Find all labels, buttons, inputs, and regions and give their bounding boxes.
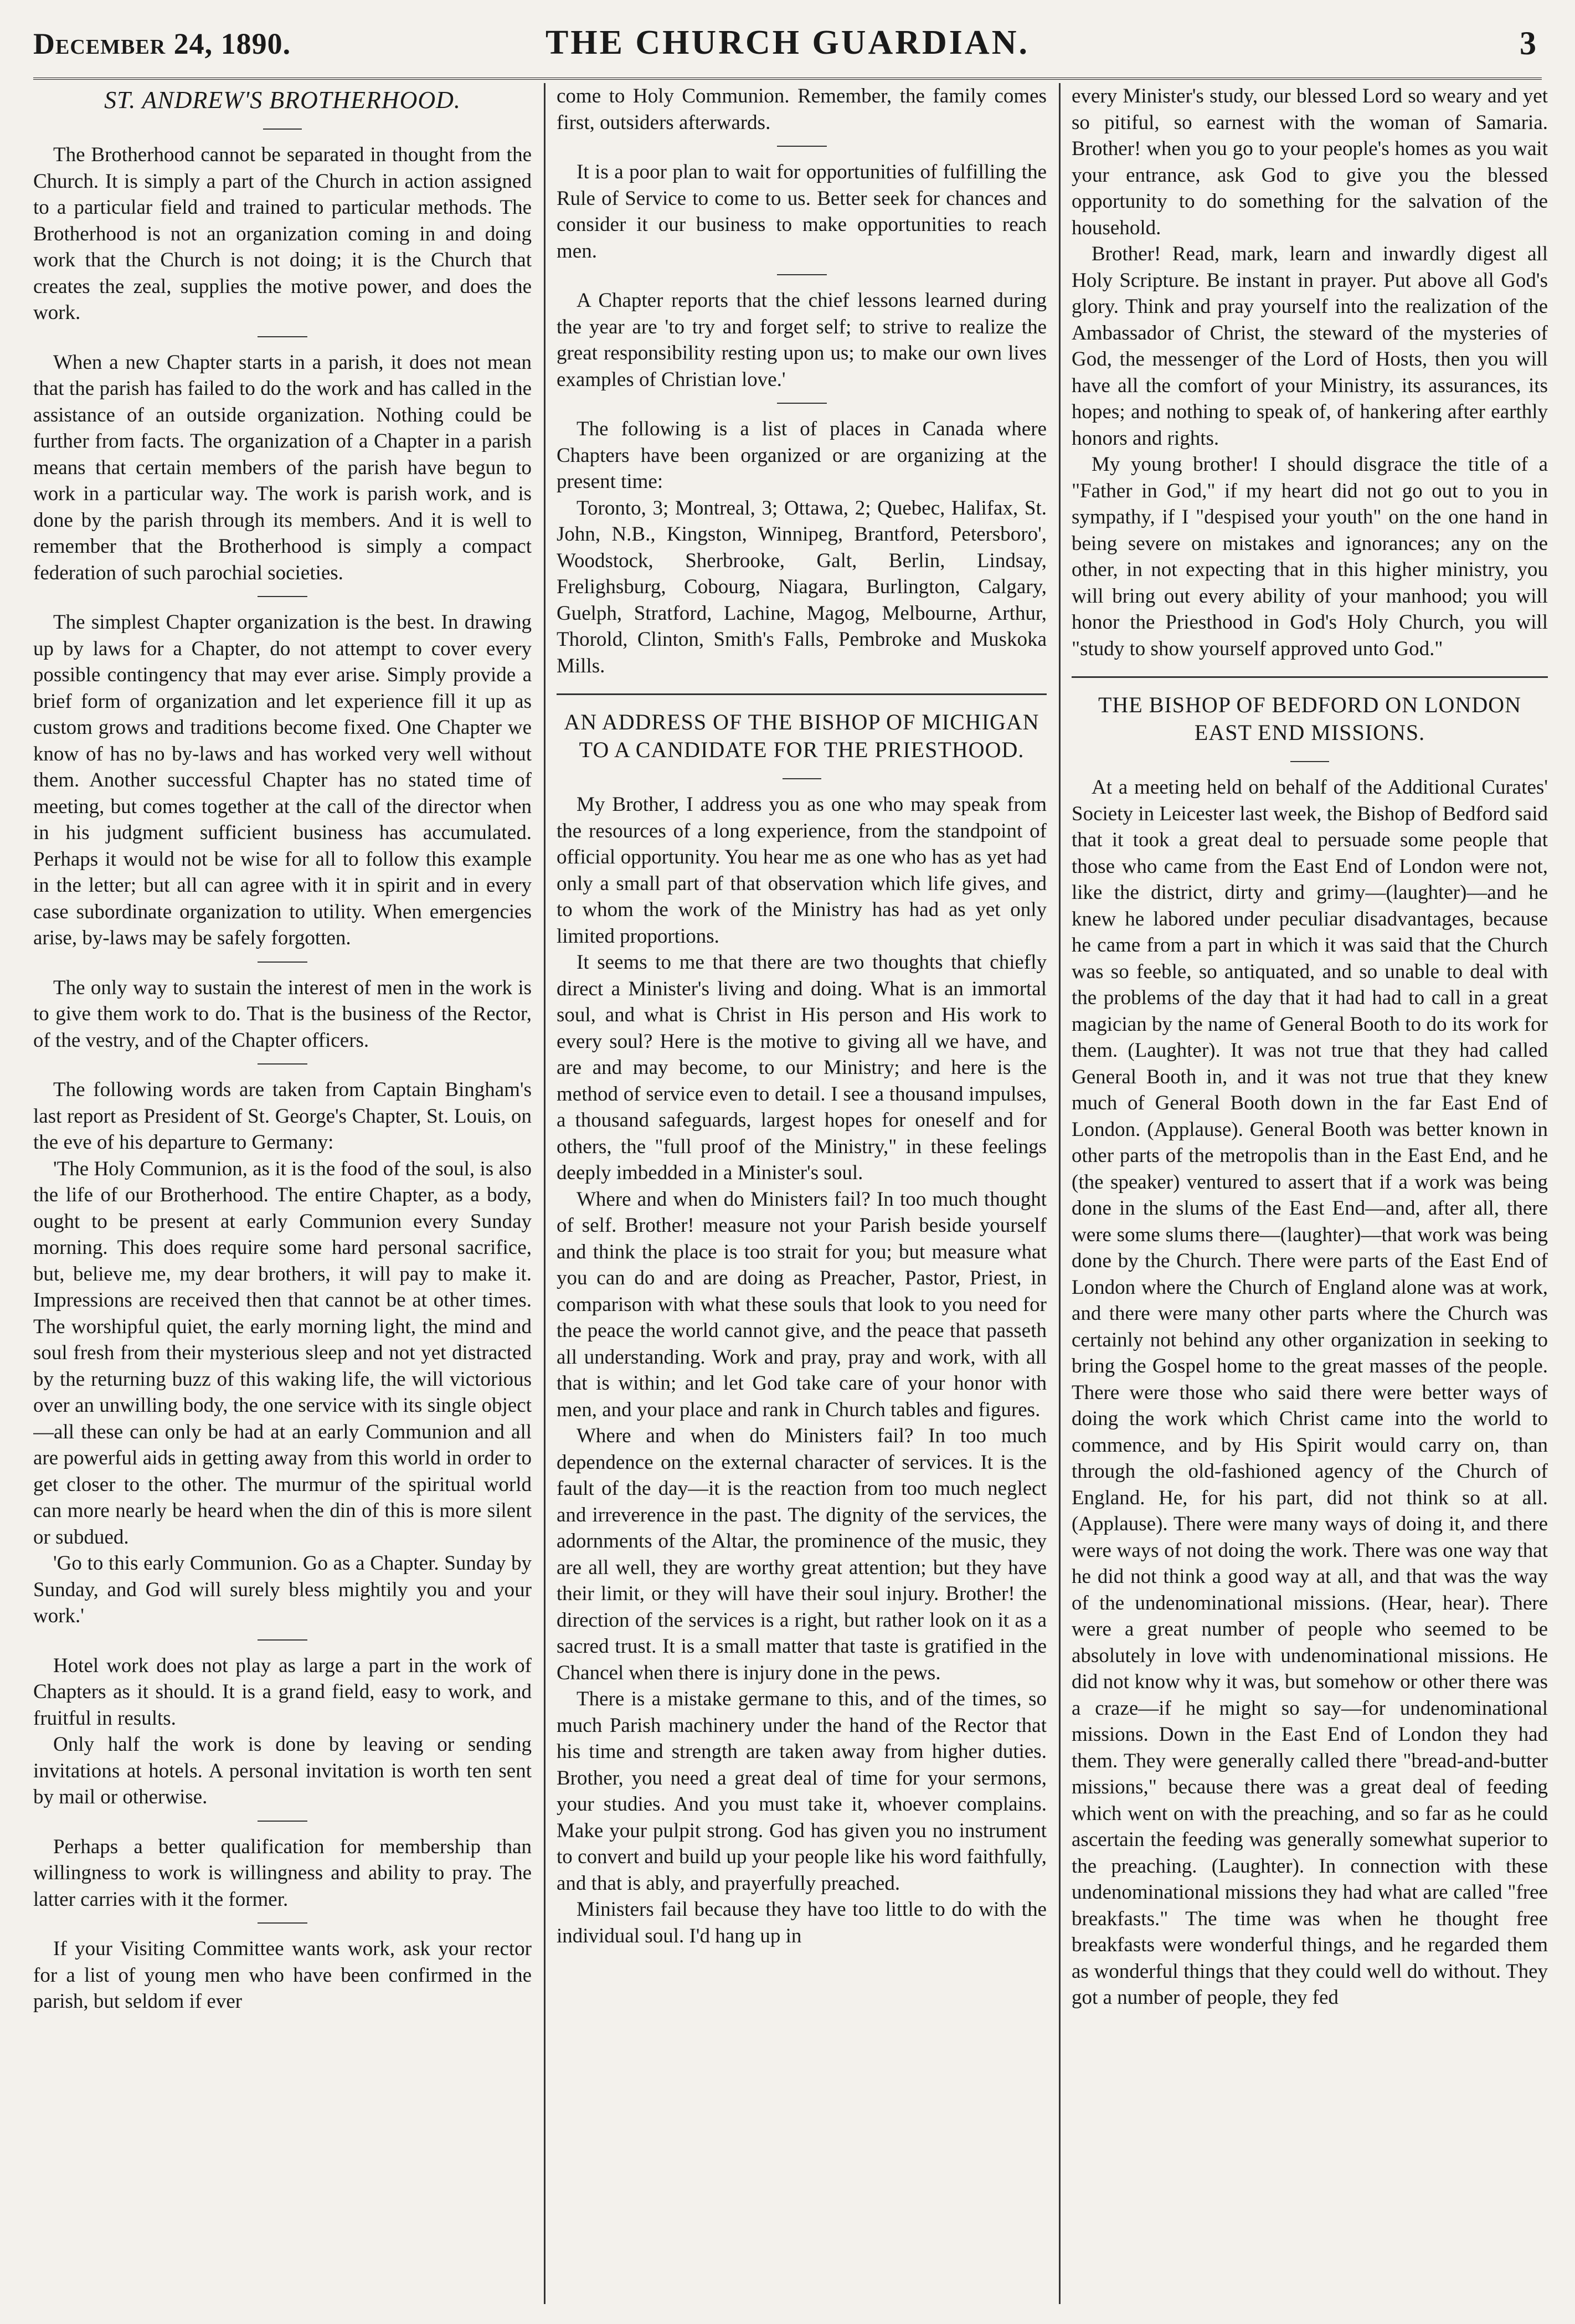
divider [777, 146, 827, 147]
paragraph: If your Visiting Committee wants work, ask your rector for a list of young men who have been confirmed in the parish, but seldom if ever [33, 1937, 532, 2013]
divider [777, 274, 827, 275]
divider [1290, 761, 1329, 762]
paragraph: It seems to me that there are two thoughts that chiefly direct a Minister's living and doing. What is an immortal soul, and what is Christ in His person and His work to every soul? Here is the motive to giving all we have, and are and may become, to our Ministry; and here is the method of service even to detail. I see a thousand impulses, a thousand safeguards, largest hopes for oneself and for others, the "full proof of the Ministry," in these feelings deeply imbedded in a Minister's soul. [557, 951, 1047, 1184]
issue-date: December 24, 1890. [33, 27, 291, 60]
newspaper-title: THE CHURCH GUARDIAN. [545, 24, 1030, 61]
paragraph: My Brother, I address you as one who may speak from the resources of a long experience, from the standpoint of official opportunity. You hear me as one who has as yet had only a small part of that observation which life gives, and to whom the work of the Ministry has had as yet only limited proportions. [557, 793, 1047, 948]
article-heading: ST. ANDREW'S BROTHERHOOD. [104, 86, 461, 114]
paragraph: come to Holy Communion. Remember, the family comes first, outsiders afterwards. [557, 85, 1047, 134]
section-rule [557, 693, 1047, 695]
paragraph: every Minister's study, our blessed Lord so weary and yet so pitiful, so earnest with the woman of Samaria. Brother! when you go to your people's homes as you wait your entrance, ask God to give you the blessed opportunity to do something for the salvation of the household. [1072, 85, 1548, 239]
divider [258, 962, 307, 963]
column-rule [544, 83, 545, 2304]
paragraph: When a new Chapter starts in a parish, it does not mean that the parish has failed to do the work and has called in the assistance of an outside organization. Nothing could be further from facts. The organization of a Chapter in a parish means that certain members of the parish have begun to work in a particular way. The work is parish work, and is done by the parish through its members. And it is well to remember that the Brotherhood is simply a compact federation of such parochial societies. [33, 351, 532, 584]
column-rule [1059, 83, 1061, 2304]
paragraph: Brother! Read, mark, learn and inwardly digest all Holy Scripture. Be instant in prayer. Put above all God's glory. Think and pray yourself into the realization of the Ambassador of Christ, the steward of the mysteries of God, the messenger of the Lord of Hosts, then you will have all the comfort of your Ministry, its assurances, its hopes; and nothing to speak of, of hankering after earthly honors and rights. [1072, 243, 1548, 450]
divider [258, 1063, 307, 1065]
paragraph: There is a mistake germane to this, and of the times, so much Parish machinery under the hand of the Rector that his time and strength are taken away from higher duties. Brother, you need a great deal of time for your sermons, your studies. And you must take it, whoever complains. Make your pulpit strong. God has given you no instrument to convert and build up your people like his word faithfully, and that is ably, and prayerfully preached. [557, 1688, 1047, 1895]
paragraph: The following words are taken from Captain Bingham's last report as President of St. George's Chapter, St. Louis, on the eve of his departure to Germany: [33, 1078, 532, 1154]
divider [258, 596, 307, 597]
article-heading: AN ADDRESS OF THE BISHOP OF MICHIGAN TO A CANDIDATE FOR THE PRIESTHOOD. [564, 709, 1039, 762]
paragraph: At a meeting held on behalf of the Additional Curates' Society in Leicester last week, the Bishop of Bedford said that it took a great deal to persuade some people that those who came from the East End of London were not, like the district, dirty and grimy—(laughter)—and he knew he labored under peculiar disadvantages, because he came from a part in which it was said that the Church was so feeble, so antiquated, and so unable to deal with the problems of the day that it had had to call in a great magician by the name of General Booth to do its work for them. (Laughter). It was not true that they had called General Booth in, and it was not true that they knew much of General Booth down in the far East End of London. (Applause). General Booth was better known in other parts of the metropolis than in the East End, and he (the speaker) ventured to assert that if a work was being done in the slums of the East End—and, after all, there were some slums there—(laughter)—that work was being done by the Church. There were parts of the East End of London where the Church of England alone was at work, and there were many other parts where the Church was certainly not behind any other organization in seeking to bring the Gospel home to the great masses of the people. There were those who said there were better ways of doing the work which Christ came into the world to commence, and by His Spirit would carry on, than through the old-fashioned agency of the Church of England. He, for his part, did not think so at all. (Applause). There were many ways of doing it, and there were ways of not doing the work. There was one way that he did not think a good way at all, and that was the way of the undenominational missions. (Hear, hear). There were a great number of people who seemed to be absolutely in love with undenominational missions. He did not know why it was, but somehow or other there was a craze—if he might so say—for undenominational missions. Down in the East End of London they had them. They were generally called there "bread-and-butter missions," because there was a great deal of feeding which went on with the preaching, and so far as he could ascertain the feeding was generally somewhat superior to the preaching. (Laughter). In connection with these undenominational missions they had what are called "free breakfasts." The time was when he thought free breakfasts were wonderful things, and he regarded them as wonderful things that they could well do without. They got a number of people, they fed [1072, 776, 1548, 2009]
paragraph: Perhaps a better qualification for membership than willingness to work is willingness and ability to pray. The latter carries with it the former. [33, 1835, 532, 1911]
column-3 [1072, 83, 1548, 2299]
paragraph: A Chapter reports that the chief lessons learned during the year are 'to try and forget self; to strive to realize the great responsibility resting upon us; to make our own lives examples of Christian love.' [557, 289, 1047, 391]
paragraph: Ministers fail because they have too little to do with the individual soul. I'd hang up in [557, 1898, 1047, 1947]
column-1 [33, 83, 532, 2299]
divider [258, 1821, 307, 1822]
divider [777, 403, 827, 404]
paragraph: The Brotherhood cannot be separated in thought from the Church. It is simply a part of the Church in action assigned to a particular field and trained to particular methods. The Brotherhood is not an organization coming in and doing work that the Church is not doing; it is the Church that creates the zeal, supplies the motive power, and does the work. [33, 143, 532, 324]
article-heading: THE BISHOP OF BEDFORD ON LONDON EAST END MISSIONS. [1098, 692, 1521, 745]
divider [258, 336, 307, 337]
section-rule [1072, 676, 1548, 678]
paragraph: Only half the work is done by leaving or sending invitations at hotels. A personal invitation is worth ten sent by mail or otherwise. [33, 1733, 532, 1808]
paragraph: The only way to sustain the interest of men in the work is to give them work to do. That is the business of the Rector, of the vestry, and of the Chapter officers. [33, 976, 532, 1052]
divider [258, 1639, 307, 1641]
paragraph: 'The Holy Communion, as it is the food of the soul, is also the life of our Brotherhood. The entire Chapter, as a body, ought to be present at early Communion every Sunday morning. This does require some hard personal sacrifice, but, believe me, my dear brothers, it will pay to make it. Impressions are received then that cannot be at other times. The worshipful quiet, the early morning light, the mind and soul fresh from their mysterious sleep and not yet distracted by the returning buzz of this waking life, the will victorious over an unwilling body, the one service with its single object—all these can only be had at an early Communion and all are powerful aids in getting away from this world in order to get closer to the other. The murmur of the spiritual world can more nearly be heard when the din of this is more silent or subdued. [33, 1157, 532, 1549]
divider [258, 1922, 307, 1924]
paragraph: Where and when do Ministers fail? In too much thought of self. Brother! measure not your Parish beside yourself and think the place is too strait for you; but measure what you can do and are doing as Preacher, Pastor, Priest, in comparison with what these souls that look to you need for the peace the world cannot give, and the peace that passeth all understanding. Work and pray, pray and work, with all that is within; and let God take care of your honor with men, and your place and rank in Church tables and figures. [557, 1187, 1047, 1421]
paragraph: The following is a list of places in Canada where Chapters have been organized or are organizing at the present time: [557, 418, 1047, 493]
paragraph: It is a poor plan to wait for opportunities of fulfilling the Rule of Service to come to us. Better seek for chances and consider it our business to make opportunities to reach men. [557, 161, 1047, 263]
paragraph: 'Go to this early Communion. Go as a Chapter. Sunday by Sunday, and God will surely bless mightily you and your work.' [33, 1552, 532, 1627]
page-number: 3 [1520, 25, 1536, 61]
paragraph: Toronto, 3; Montreal, 3; Ottawa, 2; Quebec, Halifax, St. John, N.B., Kingston, Winnipeg, Brantford, Petersboro', Woodstock, Sherbrooke, Galt, Berlin, Lindsay, Frelighsburg, Cobourg, Niagara, Burlington, Calgary, Guelph, Stratford, Lachine, Magog, Melbourne, Arthur, Thorold, Clinton, Smith's Falls, Pembroke and Muskoka Mills. [557, 496, 1047, 677]
paragraph: Where and when do Ministers fail? In too much dependence on the external character of services. It is the fault of the day—it is the reaction from too much neglect and irreverence in the past. The dignity of the services, the adornments of the Altar, the prominence of the music, they are all well, they are worthy great attention; but they have their limit, or they will have their soul injury. Brother! the direction of the services is a right, but rather look on it as a sacred trust. It is a small matter that taste is gratified in the Chancel when there is injury done in the pews. [557, 1425, 1047, 1684]
paragraph: Hotel work does not play as large a part in the work of Chapters as it should. It is a grand field, easy to work, and fruitful in results. [33, 1654, 532, 1730]
divider [783, 778, 821, 779]
column-2 [557, 83, 1047, 2299]
divider [263, 128, 302, 130]
paragraph: My young brother! I should disgrace the title of a "Father in God," if my heart did not go out to you in sympathy, if I "despised your youth" on the one hand in being severe on mistakes and ignorances; any on the other, in not expecting that in this higher ministry, you will bring out every ability of your manhood; you will honor the Priesthood in God's Holy Church, you will "study to show yourself approved unto God." [1072, 453, 1548, 660]
paragraph: The simplest Chapter organization is the best. In drawing up by laws for a Chapter, do not attempt to cover every possible contingency that may ever arise. Simply provide a brief form of organization and let experience fill it up as custom grows and traditions become fixed. One Chapter we know of has no by-laws and has worked very well without them. Another successful Chapter has no stated time of meeting, but comes together at the call of the director when in his judgment sufficient business has accumulated. Perhaps it would not be wise for all to follow this example in the letter; but all can agree with it in spirit and in every case subordinate organization to utility. When emergencies arise, by-laws may be safely forgotten. [33, 611, 532, 949]
masthead [33, 17, 1542, 80]
